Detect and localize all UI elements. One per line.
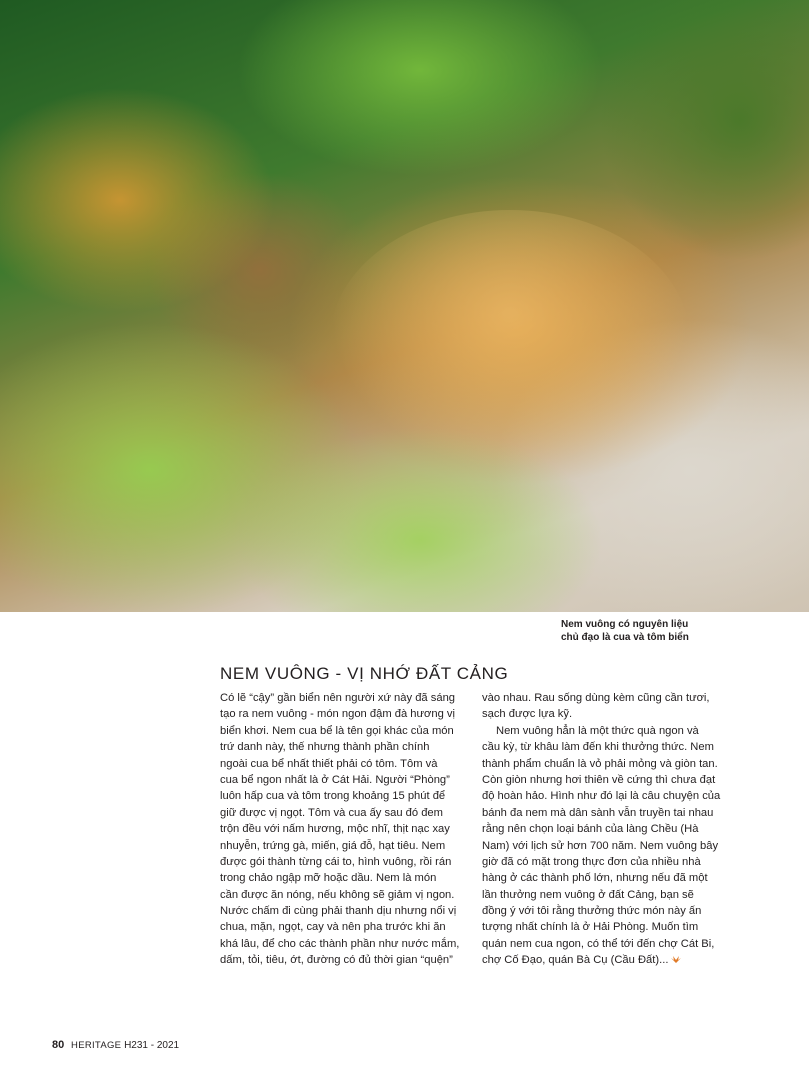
issue-label: H231 - 2021 (124, 1040, 180, 1051)
right-line: độ hoàn hảo. Hình như đó lại là câu chuyện của (482, 790, 721, 803)
photo-caption (561, 618, 721, 644)
right-line: bánh đa nem mà dân sành vẫn truyền tai nhau (482, 806, 714, 819)
right-line: rằng nên chọn loại bánh của làng Chều (Hà (482, 823, 699, 836)
right-line: Nem vuông hẳn là một thức quà ngon và (496, 724, 699, 737)
left-line: ngoài cua bể nhất thiết phải có tôm. Tôm và (220, 757, 438, 770)
right-line: giờ đã có mặt trong thực đơn của nhiều nhà (482, 855, 701, 868)
left-line: trứ danh này, thế nhưng thành phần chính (220, 741, 430, 754)
article-title: NEM VUÔNG - VỊ NHỚ ĐẤT CẢNG (220, 664, 509, 683)
right-line: đồng ý với tôi rằng thưởng thức món này ấn (482, 905, 702, 918)
left-line: Nước chấm đi cùng phải thanh dịu nhưng nổi vị (220, 905, 457, 918)
page-footer (52, 1039, 179, 1051)
right-line: Nam) với lịch sử hơn 700 năm. Nem vuông bây (482, 839, 719, 852)
left-line: luôn hấp cua và tôm trong khoảng 15 phút để (220, 790, 446, 803)
right-line: lần thưởng nem vuông ở đất Cảng, bạn sẽ (482, 888, 694, 901)
caption-line-1: Nem vuông có nguyên liệu (561, 619, 689, 630)
article-column-left (220, 690, 472, 969)
caption-line-2: chủ đạo là cua và tôm biển (561, 632, 689, 643)
left-line: chua, mặn, ngọt, cay và nên pha trước khi ăn (220, 921, 446, 934)
right-line: chợ Cố Đạo, quán Bà Cụ (Cầu Đất)... (482, 952, 740, 968)
right-line: cầu kỳ, từ khâu làm đến khi thưởng thức. Nem (482, 741, 714, 754)
left-line: dấm, tỏi, tiêu, ớt, đường có đủ thời gian “quện” (220, 954, 453, 967)
leaf-ornament-icon (670, 955, 682, 963)
right-line: hàng ở các thành phố lớn, nhưng nếu đã một (482, 872, 708, 885)
left-line: trong chảo ngập mỡ hoặc dầu. Nem là món (220, 872, 437, 885)
right-line: thành phẩm chuẩn là vỏ phải mỏng và giòn tan. (482, 757, 718, 770)
left-line: biển khơi. Nem cua bể là tên gọi khác của món (220, 724, 454, 737)
right-line: sạch được lựa kỹ. (482, 708, 573, 721)
left-line: nhuyễn, trứng gà, miến, giá đỗ, hạt tiêu. Nem (220, 839, 446, 852)
right-line: vào nhau. Rau sống dùng kèm cũng cần tươi, (482, 692, 710, 704)
left-line: được gói thành từng cái to, hình vuông, rồi rán (220, 855, 452, 868)
right-line: Còn giòn nhưng hơi thiên về cứng thì chưa đạt (482, 773, 716, 786)
left-line: giữ được vị ngọt. Tôm và cua ấy sau đó đem (220, 806, 443, 819)
page-number: 80 (52, 1039, 65, 1051)
left-line: trộn đều với nấm hương, mộc nhĩ, thịt nạc xay (220, 823, 450, 836)
left-line: cua bể ngon nhất là ở Cát Hải. Người “Phòng” (220, 773, 450, 786)
right-line: quán nem cua ngon, có thể tới đến chợ Cát Bi, (482, 937, 715, 950)
left-line: tạo ra nem vuông - món ngon đậm đà hương vị (220, 708, 455, 721)
left-line: cần được ăn nóng, nếu không sẽ giảm vị ngon. (220, 888, 455, 901)
photo-highlight (330, 210, 690, 470)
right-line: tượng nhất chính là ở Hải Phòng. Muốn tìm (482, 921, 699, 934)
left-line: khá lâu, để cho các thành phần như nước mắm, (220, 937, 460, 950)
left-line: Có lẽ “cậy” gần biển nên người xứ này đã sáng (220, 692, 456, 704)
article-column-right (482, 690, 740, 969)
magazine-name: HERITAGE (71, 1040, 122, 1051)
